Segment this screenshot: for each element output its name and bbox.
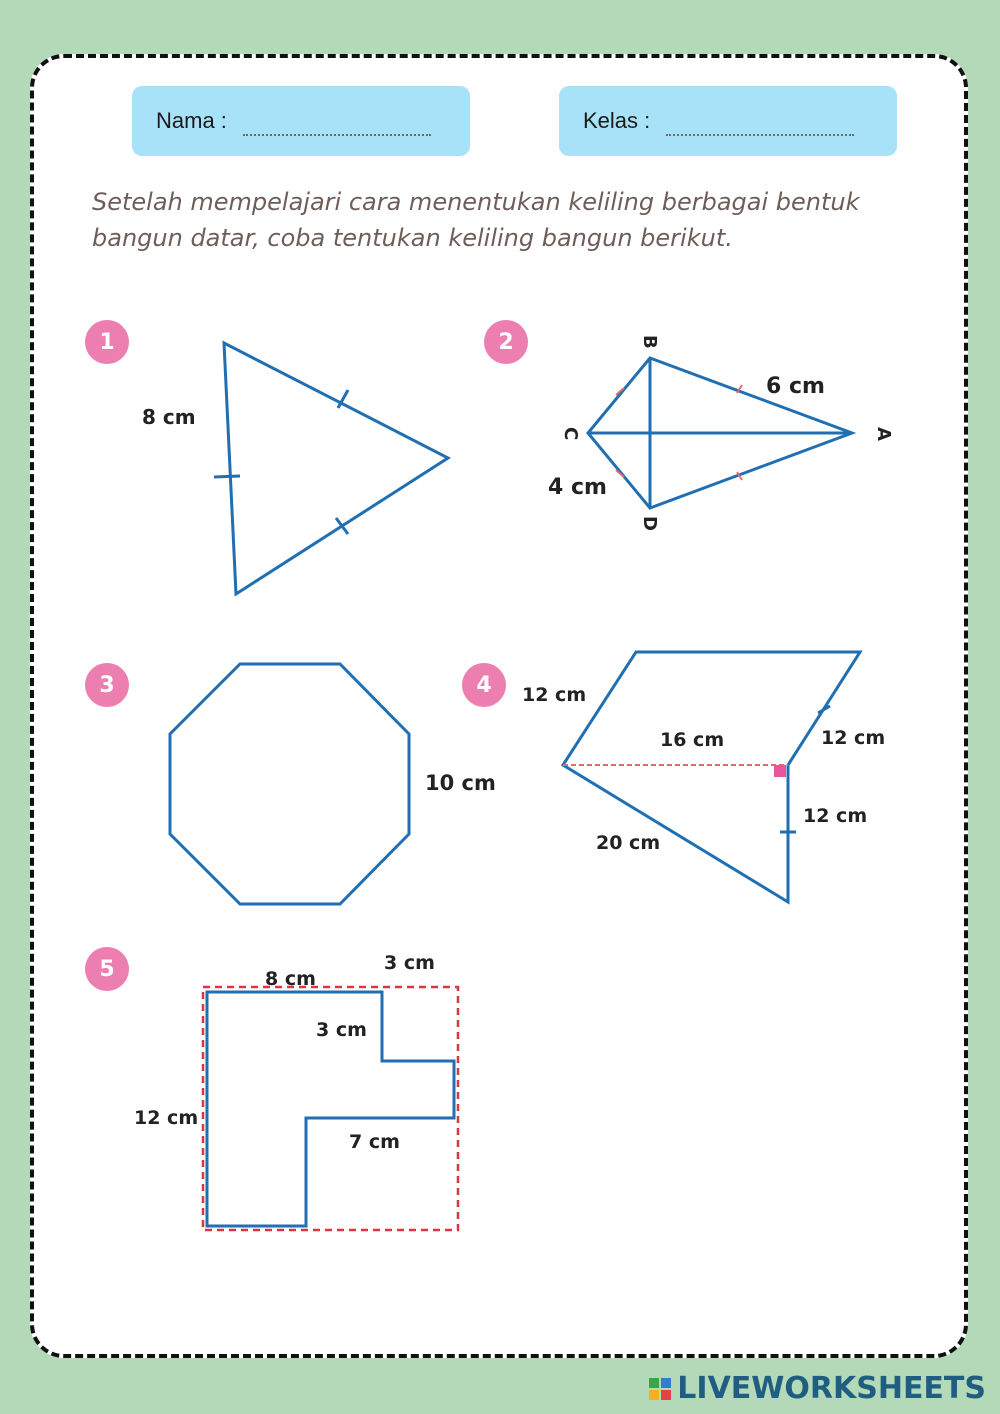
- instruction-text: Setelah mempelajari cara menentukan keliling berbagai bentuk bangun datar, coba tentukan keliling bangun berikut.: [92, 188, 860, 252]
- shape5-inner-label: 7 cm: [349, 1131, 400, 1153]
- kite-long-side-label: 6 cm: [766, 374, 825, 399]
- shape4-slant-label: 12 cm: [821, 727, 886, 749]
- right-angle-marker: [774, 765, 786, 777]
- problem-number-4: 4: [462, 663, 506, 707]
- shape5-top-right-label: 3 cm: [384, 952, 435, 974]
- problem-number-1: 1: [85, 320, 129, 364]
- octagon-shape: [170, 664, 409, 904]
- name-label: Nama :: [156, 108, 227, 133]
- triangle-shape: [214, 343, 448, 594]
- shape4-height-label: 16 cm: [660, 729, 725, 751]
- brand-logo: [649, 1371, 986, 1406]
- triangle-side-label: 8 cm: [142, 405, 196, 429]
- class-label: Kelas :: [583, 108, 651, 133]
- brand-name: LIVEWORKSHEETS: [677, 1371, 986, 1406]
- problem-number-5: 5: [85, 947, 129, 991]
- vertex-a-label: A: [873, 427, 894, 441]
- vertex-b-label: B: [639, 335, 660, 349]
- shape5-notch-label: 3 cm: [316, 1019, 367, 1041]
- problem-number-3: 3: [85, 663, 129, 707]
- shape5-left-label: 12 cm: [134, 1107, 199, 1129]
- vertex-c-label: C: [560, 427, 581, 441]
- octagon-side-label: 10 cm: [425, 771, 496, 795]
- problem-number-2: 2: [484, 320, 528, 364]
- brand-icon: [649, 1378, 671, 1400]
- composite-shape-4: [563, 652, 860, 902]
- shape4-vertical-label: 12 cm: [803, 805, 868, 827]
- vertex-d-label: D: [639, 516, 660, 531]
- shape4-top-left-label: 12 cm: [522, 684, 587, 706]
- shape4-bottom-label: 20 cm: [596, 832, 661, 854]
- shape5-top-label: 8 cm: [265, 968, 316, 990]
- kite-short-side-label: 4 cm: [548, 475, 607, 500]
